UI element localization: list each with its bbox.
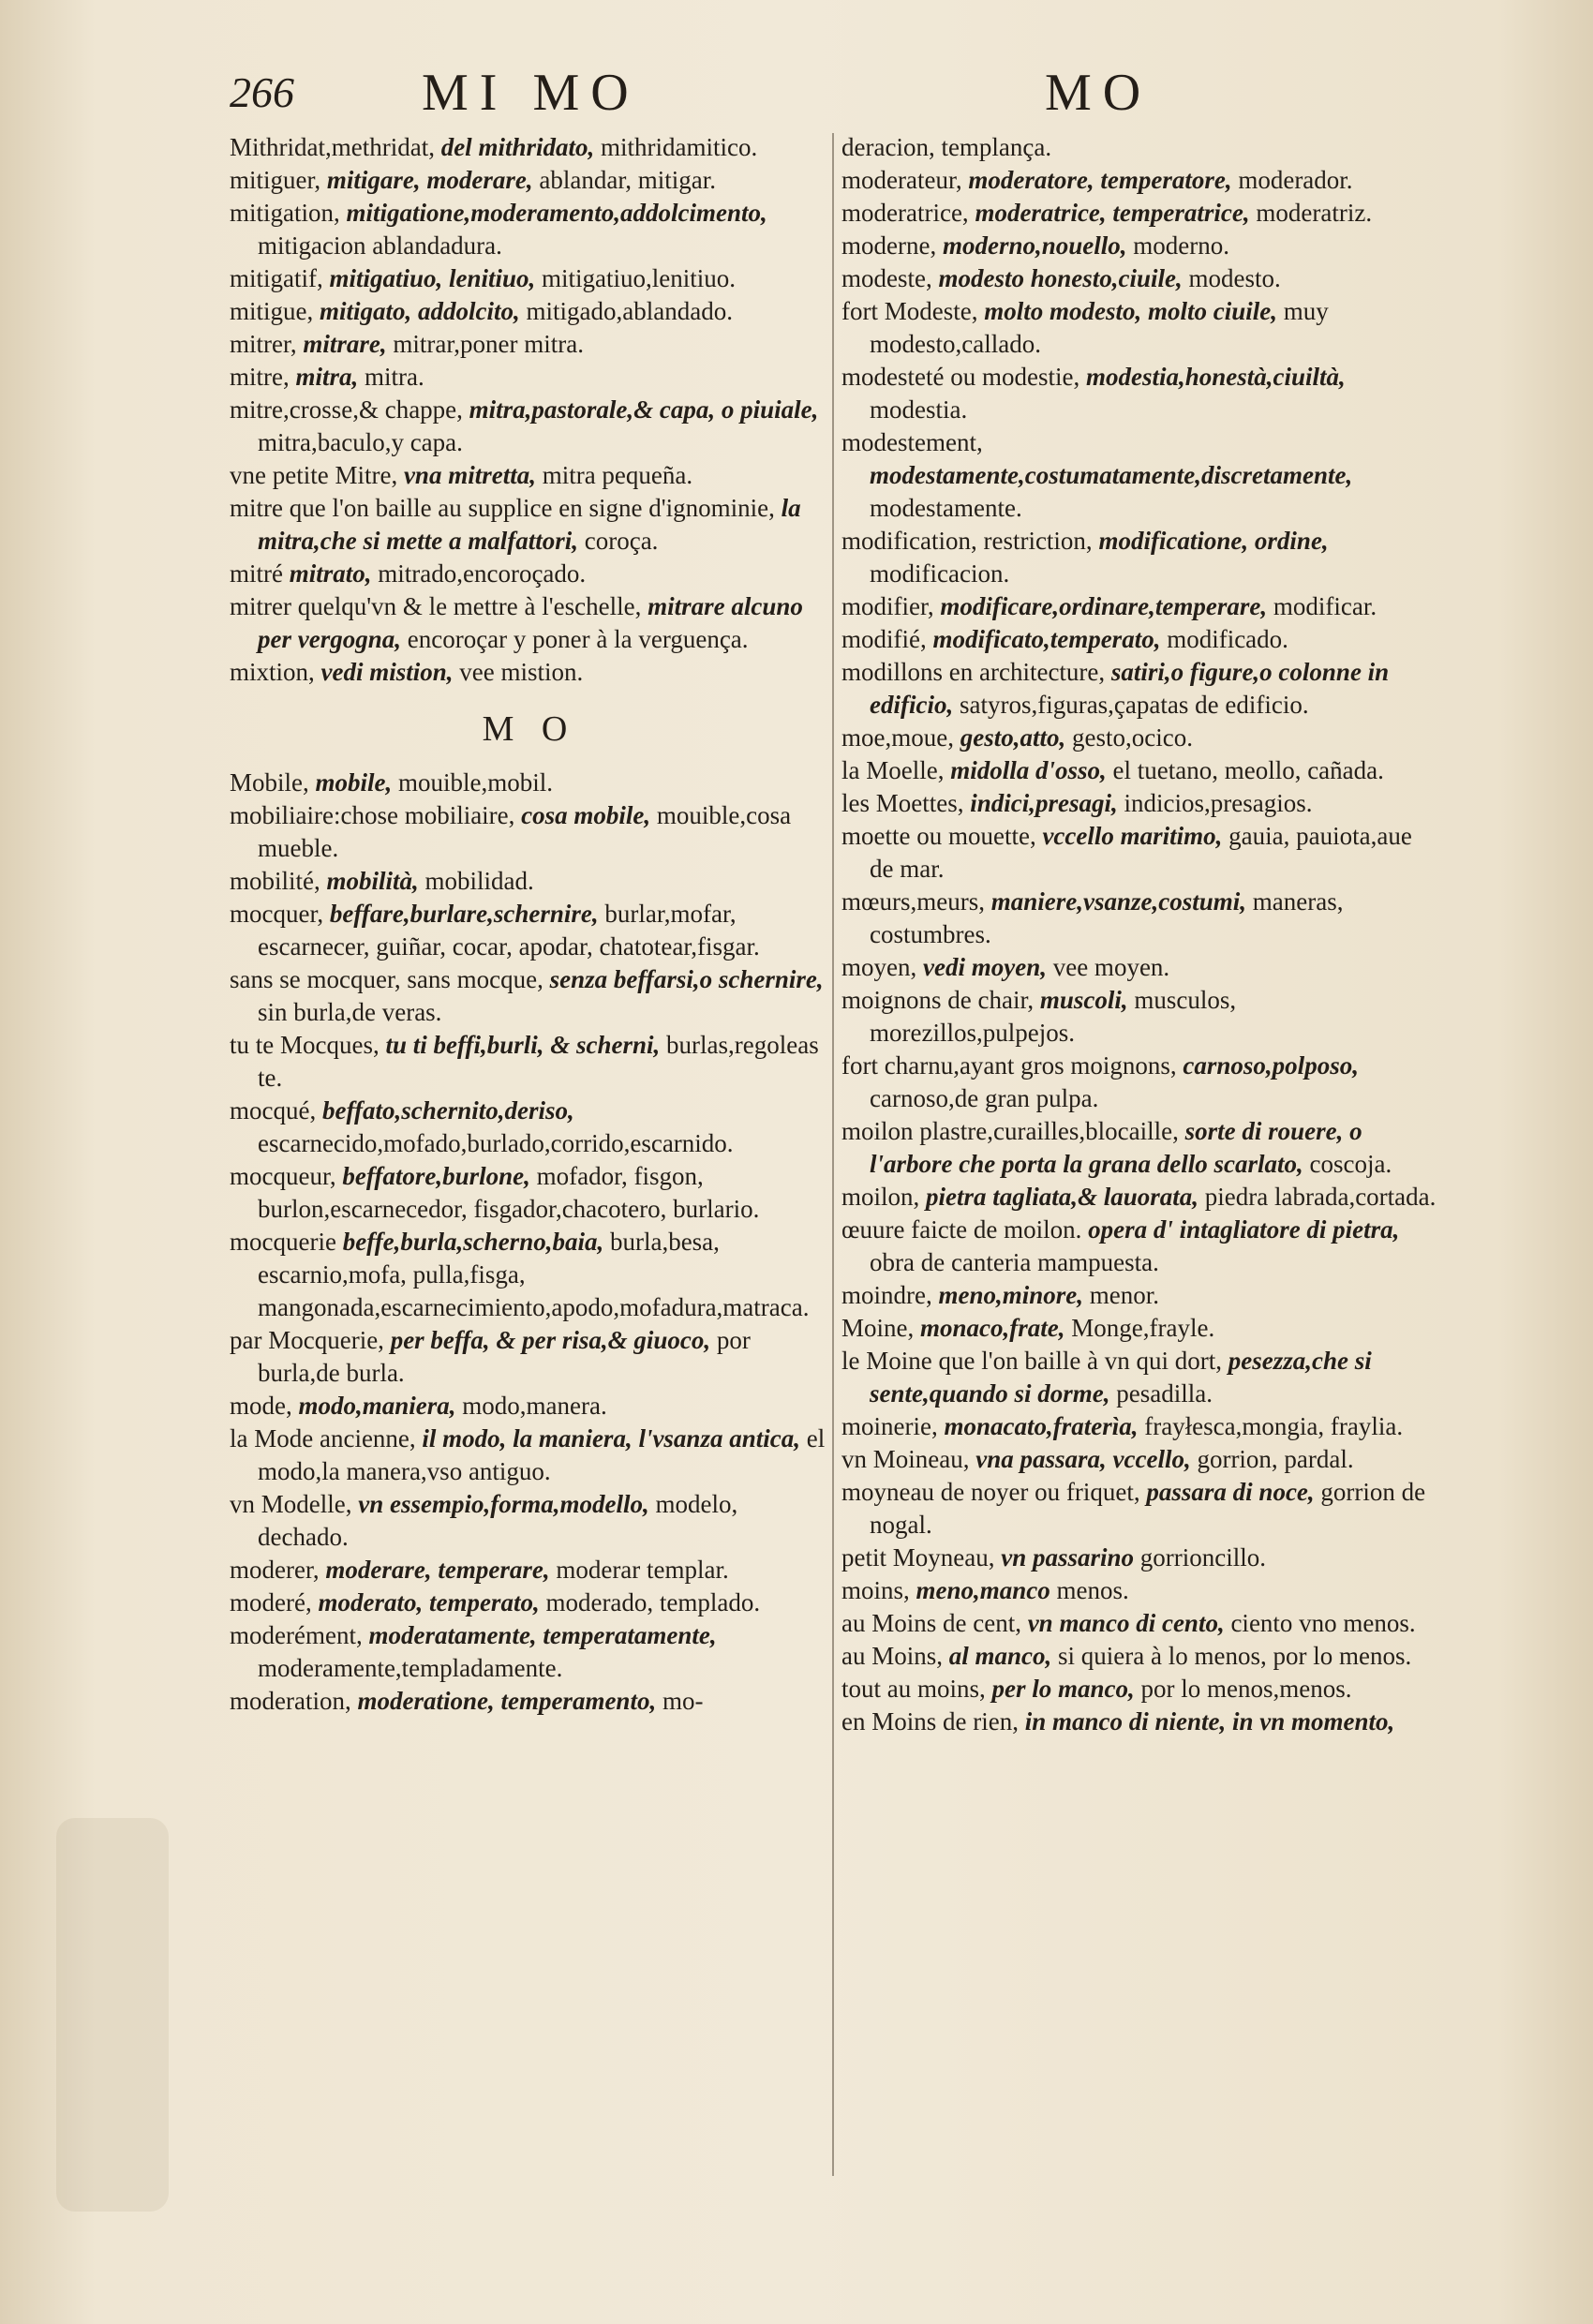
entry-spanish: modestamente.: [870, 494, 1022, 522]
entry-headword: au Moins,: [841, 1642, 949, 1670]
entry-italian: moderare, temperare,: [325, 1556, 557, 1584]
dictionary-entry: [230, 394, 829, 459]
entry-spanish: por lo menos,menos.: [1140, 1675, 1352, 1703]
entry-spanish: menor.: [1089, 1281, 1159, 1309]
entry-headword: mocqué,: [230, 1096, 322, 1125]
entry-spanish: modestia.: [870, 395, 968, 424]
entry-spanish: el modo,la manera,vso antiguo.: [258, 1424, 826, 1485]
dictionary-entry: [230, 1226, 829, 1324]
entry-italian: la mitra,che si mette a malfattori,: [258, 494, 801, 555]
entry-headword: moins,: [841, 1576, 916, 1604]
dictionary-entry: [230, 865, 829, 898]
dictionary-entry: [230, 197, 829, 262]
entry-italian: modestamente,costumatamente,discretamente,: [870, 461, 1353, 489]
dictionary-entry: [841, 295, 1441, 361]
entry-spanish: deracion, templança.: [841, 133, 1052, 161]
entry-spanish: mitra.: [365, 363, 424, 391]
dictionary-entry: [841, 1607, 1441, 1640]
entry-headword: moyen,: [841, 953, 923, 981]
entry-headword: mixtion,: [230, 658, 321, 686]
entry-headword: mocquer,: [230, 900, 330, 928]
entry-italian: vn manco di cento,: [1027, 1609, 1231, 1637]
entry-spanish: ciento vno menos.: [1230, 1609, 1416, 1637]
dictionary-entry: [841, 197, 1441, 230]
left-entries-2: [230, 767, 829, 1718]
entry-italian: il modo, la maniera, l'vsanza antica,: [422, 1424, 807, 1452]
entry-italian: mobile,: [315, 768, 398, 797]
dictionary-entry: [841, 1279, 1441, 1312]
entry-italian: pesezza,che si sente,quando si dorme,: [870, 1347, 1372, 1408]
paper-stain: [56, 1818, 169, 2212]
entry-italian: carnoso,polposo,: [1183, 1051, 1359, 1080]
entry-headword: mitre,crosse,& chappe,: [230, 395, 469, 424]
dictionary-entry: [841, 262, 1441, 295]
entry-spanish: moderado, templado.: [545, 1588, 761, 1616]
dictionary-entry: [230, 1324, 829, 1390]
entry-headword: moderé,: [230, 1588, 319, 1616]
dictionary-entry: [230, 361, 829, 394]
entry-headword: moindre,: [841, 1281, 939, 1309]
right-running-head: MO: [1045, 64, 1153, 122]
dictionary-entry: [841, 951, 1441, 984]
entry-spanish: ablandar, mitigar.: [539, 166, 716, 194]
entry-headword: mobilité,: [230, 867, 327, 895]
entry-headword: vne petite Mitre,: [230, 461, 404, 489]
entry-spanish: mitigatiuo,lenitiuo.: [542, 264, 737, 292]
entry-italian: tu ti beffi,burli, & scherni,: [385, 1031, 667, 1059]
entry-italian: cosa mobile,: [521, 801, 657, 829]
entry-spanish: mitrado,encoroçado.: [378, 559, 587, 588]
entry-spanish: mofador, fisgon, burlon,escarnecedor, fisgador,chacotero, burlario.: [258, 1162, 760, 1223]
dictionary-entry: [841, 1410, 1441, 1443]
entry-italian: mitrato,: [289, 559, 379, 588]
entry-spanish: modesto.: [1188, 264, 1281, 292]
dictionary-entry: [230, 963, 829, 1029]
entry-spanish: mitigado,ablandado.: [526, 297, 733, 325]
entry-headword: la Mode ancienne,: [230, 1424, 423, 1452]
entry-italian: gesto,atto,: [960, 723, 1072, 752]
entry-headword: mobiliaire:chose mobiliaire,: [230, 801, 522, 829]
entry-headword: mode,: [230, 1392, 299, 1420]
entry-italian: al manco,: [948, 1642, 1059, 1670]
entry-headword: modeste,: [841, 264, 939, 292]
entry-spanish: si quiera à lo menos, por lo menos.: [1058, 1642, 1412, 1670]
entry-headword: Moine,: [841, 1314, 920, 1342]
entry-italian: moderatrice, temperatrice,: [975, 199, 1257, 227]
dictionary-entry: [230, 459, 829, 492]
entry-italian: beffe,burla,scherno,baia,: [342, 1228, 610, 1256]
entry-italian: mobilità,: [326, 867, 425, 895]
entry-headword: mitre,: [230, 363, 296, 391]
entry-italian: opera d' intagliatore di pietra,: [1088, 1215, 1400, 1244]
dictionary-entry: [230, 656, 829, 689]
dictionary-entry: [841, 525, 1441, 590]
entry-italian: modesto honesto,ciuile,: [938, 264, 1189, 292]
dictionary-entry: [841, 1640, 1441, 1673]
entry-spanish: mitra,baculo,y capa.: [258, 428, 463, 456]
entry-headword: vn Modelle,: [230, 1490, 359, 1518]
column-divider: [832, 133, 834, 2176]
entry-italian: satiri,o figure,o colonne in edificio,: [870, 658, 1390, 719]
entry-spanish: Monge,frayle.: [1071, 1314, 1215, 1342]
dictionary-entry: [841, 1476, 1441, 1542]
entry-headword: la Moelle,: [841, 756, 951, 784]
entry-italian: moderato, temperato,: [318, 1588, 546, 1616]
entry-spanish: maneras, costumbres.: [870, 887, 1344, 948]
entry-spanish: indicios,presagios.: [1124, 789, 1313, 817]
entry-spanish: piedra labrada,cortada.: [1204, 1183, 1437, 1211]
entry-italian: pietra tagliata,& lauorata,: [926, 1183, 1205, 1211]
entry-italian: mitigatiuo, lenitiuo,: [329, 264, 543, 292]
entry-spanish: modificacion.: [870, 559, 1010, 588]
dictionary-entry: [230, 1095, 829, 1160]
entry-italian: modificato,temperato,: [932, 625, 1168, 653]
entry-italian: vedi mistion,: [320, 658, 460, 686]
entry-headword: mitigation,: [230, 199, 347, 227]
entry-spanish: moderador.: [1238, 166, 1353, 194]
entry-headword: moderément,: [230, 1621, 369, 1649]
dictionary-entry: [841, 722, 1441, 754]
entry-spanish: encoroçar y poner à la verguença.: [407, 625, 749, 653]
entry-italian: mitigatione,moderamento,addolcimento,: [346, 199, 767, 227]
entry-headword: moderation,: [230, 1687, 358, 1715]
entry-italian: indici,presagi,: [970, 789, 1124, 817]
entry-italian: moderatore, temperatore,: [968, 166, 1239, 194]
entry-italian: beffare,burlare,schernire,: [329, 900, 605, 928]
entry-headword: moderateur,: [841, 166, 969, 194]
dictionary-entry: [841, 1443, 1441, 1476]
entry-italian: maniere,vsanze,costumi,: [990, 887, 1253, 916]
entry-spanish: mitra pequeña.: [542, 461, 693, 489]
entry-spanish: burlar,mofar, escarnecer, guiñar, cocar, apodar, chatotear,fisgar.: [258, 900, 760, 961]
entry-spanish: coroça.: [584, 527, 659, 555]
entry-headword: mocquerie: [230, 1228, 343, 1256]
entry-headword: mitre que l'on baille au supplice en signe d'ignominie,: [230, 494, 782, 522]
entry-headword: au Moins de cent,: [841, 1609, 1028, 1637]
entry-italian: beffato,schernito,deriso,: [321, 1096, 574, 1125]
entry-italian: del mithridato,: [440, 133, 601, 161]
entry-headword: moyneau de noyer ou friquet,: [841, 1478, 1147, 1506]
dictionary-entry: [841, 754, 1441, 787]
dictionary-entry: [230, 1587, 829, 1619]
entry-headword: fort Modeste,: [841, 297, 985, 325]
entry-spanish: moderamente,templadamente.: [258, 1654, 563, 1682]
entry-spanish: modo,manera.: [462, 1392, 607, 1420]
dictionary-entry: [230, 799, 829, 865]
entry-headword: moignons de chair,: [841, 986, 1040, 1014]
entry-italian: vn essempio,forma,modello,: [358, 1490, 656, 1518]
left-column: [230, 131, 829, 2230]
dictionary-entry: [841, 1312, 1441, 1345]
entry-headword: mitrer quelqu'vn & le mettre à l'eschelle,: [230, 592, 648, 620]
entry-headword: modification, restriction,: [841, 527, 1099, 555]
entry-italian: midolla d'osso,: [950, 756, 1113, 784]
entry-italian: moderno,nouello,: [942, 231, 1134, 260]
entry-headword: sans se mocquer, sans mocque,: [230, 965, 550, 993]
entry-headword: mitrer,: [230, 330, 304, 358]
entry-headword: les Moettes,: [841, 789, 971, 817]
entry-spanish: mitigacion ablandadura.: [258, 231, 502, 260]
entry-spanish: burla,besa, escarnio,mofa, pulla,fisga, mangonada,escarnecimiento,apodo,mofadura,matraca.: [258, 1228, 810, 1321]
entry-headword: moilon,: [841, 1183, 927, 1211]
dictionary-entry: [841, 1214, 1441, 1279]
dictionary-entry: [841, 820, 1441, 886]
entry-headword: le Moine que l'on baille à vn qui dort,: [841, 1347, 1228, 1375]
dictionary-entry: [230, 492, 829, 558]
entry-spanish: mo-: [662, 1687, 704, 1715]
entry-italian: vn passarino: [1001, 1543, 1140, 1572]
dictionary-entry: [841, 131, 1441, 164]
dictionary-entry: [230, 1685, 829, 1718]
entry-spanish: modificado.: [1167, 625, 1288, 653]
entry-italian: senza beffarsi,o schernire,: [549, 965, 824, 993]
left-entries: [230, 131, 829, 689]
entry-italian: mitrare,: [303, 330, 394, 358]
dictionary-entry: [841, 1706, 1441, 1738]
dictionary-entry: [841, 1673, 1441, 1706]
dictionary-entry: [230, 1619, 829, 1685]
entry-headword: mitiguer,: [230, 166, 327, 194]
entry-headword: tout au moins,: [841, 1675, 992, 1703]
entry-spanish: escarnecido,mofado,burlado,corrido,escarnido.: [258, 1129, 734, 1157]
entry-italian: modificatione, ordine,: [1098, 527, 1329, 555]
dictionary-entry: [230, 262, 829, 295]
dictionary-entry: [230, 131, 829, 164]
entry-headword: mitré: [230, 559, 290, 588]
entry-italian: in manco di niente, in vn momento,: [1024, 1707, 1395, 1736]
dictionary-entry: [841, 984, 1441, 1050]
entry-italian: mitra,: [295, 363, 365, 391]
entry-italian: mitrare alcuno per vergogna,: [258, 592, 803, 653]
dictionary-entry: [230, 1488, 829, 1554]
dictionary-entry: [841, 590, 1441, 623]
entry-italian: molto modesto, molto ciuile,: [984, 297, 1284, 325]
entry-italian: beffatore,burlone,: [342, 1162, 537, 1190]
entry-headword: mocqueur,: [230, 1162, 343, 1190]
entry-headword: Mobile,: [230, 768, 316, 797]
entry-italian: meno,manco: [916, 1576, 1057, 1604]
entry-italian: moderatamente, temperatamente,: [368, 1621, 717, 1649]
dictionary-entry: [230, 1554, 829, 1587]
entry-headword: vn Moineau,: [841, 1445, 976, 1473]
dictionary-entry: [841, 164, 1441, 197]
dictionary-entry: [230, 164, 829, 197]
entry-headword: mitigue,: [230, 297, 320, 325]
dictionary-entry: [841, 1345, 1441, 1410]
dictionary-entry: [841, 623, 1441, 656]
entry-spanish: burlas,regoleas te.: [258, 1031, 819, 1092]
entry-headword: moette ou mouette,: [841, 822, 1043, 850]
dictionary-entry: [841, 230, 1441, 262]
entry-italian: vccello maritimo,: [1042, 822, 1229, 850]
entry-headword: par Mocquerie,: [230, 1326, 391, 1354]
dictionary-entry: [230, 590, 829, 656]
entry-spanish: por burla,de burla.: [258, 1326, 751, 1387]
entry-italian: mitigare, moderare,: [326, 166, 540, 194]
entry-spanish: mouible,cosa mueble.: [258, 801, 792, 862]
entry-headword: moilon plastre,curailles,blocaille,: [841, 1117, 1185, 1145]
entry-headword: moe,moue,: [841, 723, 960, 752]
entry-headword: modesteté ou modestie,: [841, 363, 1086, 391]
entry-spanish: obra de canteria mampuesta.: [870, 1248, 1159, 1276]
dictionary-entry: [841, 1115, 1441, 1181]
entry-spanish: vee moyen.: [1052, 953, 1170, 981]
entry-italian: modificare,ordinare,temperare,: [940, 592, 1273, 620]
page-number: 266: [230, 68, 294, 116]
entry-spanish: carnoso,de gran pulpa.: [870, 1084, 1099, 1112]
entry-spanish: moderno.: [1133, 231, 1229, 260]
entry-italian: modo,maniera,: [298, 1392, 463, 1420]
dictionary-entry: [841, 656, 1441, 722]
right-entries: [841, 131, 1441, 1738]
entry-headword: moinerie,: [841, 1412, 945, 1440]
entry-headword: mœurs,meurs,: [841, 887, 991, 916]
entry-headword: moderatrice,: [841, 199, 975, 227]
entry-spanish: menos.: [1056, 1576, 1129, 1604]
dictionary-entry: [230, 1160, 829, 1226]
dictionary-entry: [841, 787, 1441, 820]
entry-spanish: gorrion, pardal.: [1197, 1445, 1354, 1473]
dictionary-entry: [841, 361, 1441, 426]
entry-spanish: gesto,ocico.: [1071, 723, 1193, 752]
entry-spanish: mouible,mobil.: [398, 768, 553, 797]
entry-headword: en Moins de rien,: [841, 1707, 1025, 1736]
dictionary-entry: [230, 558, 829, 590]
dictionary-entry: [230, 1029, 829, 1095]
entry-italian: vna passara, vccello,: [975, 1445, 1198, 1473]
entry-headword: modifié,: [841, 625, 933, 653]
entry-spanish: modificar.: [1273, 592, 1377, 620]
dictionary-entry: [230, 328, 829, 361]
entry-headword: moderer,: [230, 1556, 326, 1584]
dictionary-entry: [230, 295, 829, 328]
entry-spanish: mithridamitico.: [600, 133, 758, 161]
dictionary-entry: [230, 1423, 829, 1488]
entry-spanish: pesadilla.: [1116, 1379, 1213, 1408]
entry-spanish: mobilidad.: [424, 867, 534, 895]
entry-italian: meno,minore,: [938, 1281, 1090, 1309]
left-running-head: MI MO: [422, 64, 640, 122]
entry-headword: tu te Mocques,: [230, 1031, 386, 1059]
entry-italian: vedi moyen,: [923, 953, 1053, 981]
dictionary-entry: [230, 767, 829, 799]
entry-spanish: sin burla,de veras.: [258, 998, 442, 1026]
entry-spanish: el tuetano, meollo, cañada.: [1112, 756, 1384, 784]
entry-italian: muscoli,: [1039, 986, 1135, 1014]
dictionary-entry: [230, 898, 829, 963]
entry-spanish: muy modesto,callado.: [870, 297, 1329, 358]
entry-headword: Mithridat,methridat,: [230, 133, 441, 161]
entry-spanish: gorrion de nogal.: [870, 1478, 1426, 1539]
entry-italian: monaco,frate,: [920, 1314, 1072, 1342]
entry-spanish: moderar templar.: [556, 1556, 729, 1584]
entry-spanish: frayłesca,mongia, fraylia.: [1144, 1412, 1404, 1440]
entry-headword: œuure faicte de moilon.: [841, 1215, 1089, 1244]
entry-italian: per beffa, & per risa,& giuoco,: [390, 1326, 717, 1354]
entry-spanish: modelo, dechado.: [258, 1490, 738, 1551]
entry-spanish: satyros,figuras,çapatas de edificio.: [959, 691, 1309, 719]
entry-spanish: musculos, morezillos,pulpejos.: [870, 986, 1237, 1047]
entry-italian: monacato,fraterìa,: [944, 1412, 1145, 1440]
dictionary-entry: [841, 1542, 1441, 1574]
entry-headword: modifier,: [841, 592, 941, 620]
entry-headword: fort charnu,ayant gros moignons,: [841, 1051, 1184, 1080]
entry-italian: per lo manco,: [991, 1675, 1141, 1703]
entry-italian: vna mitretta,: [403, 461, 543, 489]
section-heading: M O: [482, 709, 577, 749]
entry-spanish: coscoja.: [1309, 1150, 1392, 1178]
dictionary-entry: [230, 1390, 829, 1423]
entry-spanish: mitrar,poner mitra.: [393, 330, 585, 358]
entry-spanish: gauia, pauiota,aue de mar.: [870, 822, 1412, 883]
entry-italian: sorte di rouere, o l'arbore che porta la grana dello scarlato,: [870, 1117, 1362, 1178]
entry-italian: mitigato, addolcito,: [320, 297, 527, 325]
entry-headword: moderne,: [841, 231, 943, 260]
entry-spanish: vee mistion.: [459, 658, 584, 686]
entry-italian: mitra,pastorale,& capa, o piuiale,: [469, 395, 819, 424]
entry-spanish: moderatriz.: [1256, 199, 1373, 227]
entry-headword: modestement,: [841, 428, 983, 456]
page-header: [230, 58, 1541, 133]
right-column: [841, 131, 1441, 2230]
entry-italian: modestia,honestà,ciuiltà,: [1085, 363, 1346, 391]
entry-headword: mitigatif,: [230, 264, 330, 292]
dictionary-entry: [841, 1574, 1441, 1607]
dictionary-entry: [841, 1181, 1441, 1214]
entry-spanish: gorrioncillo.: [1139, 1543, 1266, 1572]
entry-italian: moderatione, temperamento,: [357, 1687, 663, 1715]
dictionary-entry: [841, 1050, 1441, 1115]
entry-headword: petit Moyneau,: [841, 1543, 1002, 1572]
entry-headword: modillons en architecture,: [841, 658, 1111, 686]
dictionary-entry: [841, 426, 1441, 525]
entry-italian: passara di noce,: [1146, 1478, 1321, 1506]
dictionary-entry: [841, 886, 1441, 951]
